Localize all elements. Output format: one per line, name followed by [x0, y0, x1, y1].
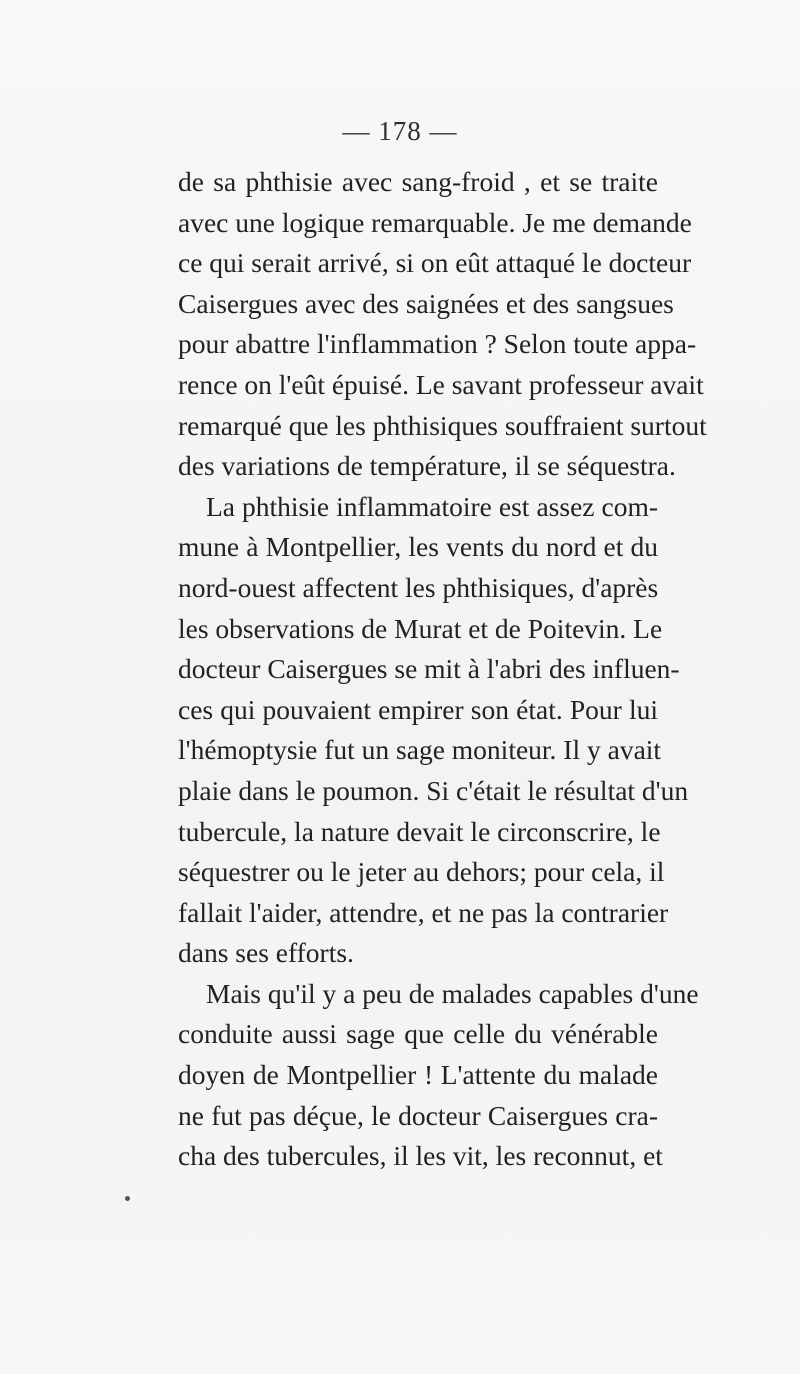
text-line: ce qui serait arrivé, si on eût attaqué le docteur — [178, 247, 692, 279]
text-line: l'hémoptysie fut un sage moniteur. Il y avait — [178, 734, 662, 766]
text-line: séquestrer ou le jeter au dehors; pour cela, il — [178, 856, 665, 888]
text-line: remarqué que les phthisiques souffraient surtout — [178, 409, 707, 441]
text-line: ces qui pouvaient empirer son état. Pour lui — [178, 693, 658, 725]
text-line: nord-ouest affectent les phthisiques, d'après — [178, 571, 659, 603]
text-line: conduite aussi sage que celle du vénérable — [178, 1018, 658, 1050]
text-line: cha des tubercules, il les vit, les reconnut, et — [178, 1140, 663, 1172]
text-line: des variations de température, il se séquestra. — [178, 450, 676, 482]
text-line: dans ses efforts. — [178, 937, 354, 969]
text-line: pour abattre l'inflammation ? Selon toute appa- — [178, 328, 697, 360]
text-line: avec une logique remarquable. Je me demande — [178, 206, 692, 238]
text-line: tubercule, la nature devait le circonscrire, le — [178, 815, 661, 847]
text-line: Caisergues avec des saignées et des sangsues — [178, 287, 674, 319]
text-line: La phthisie inflammatoire est assez com- — [206, 490, 658, 522]
text-line: les observations de Murat et de Poitevin. Le — [178, 612, 663, 644]
text-line: docteur Caisergues se mit à l'abri des influen- — [178, 653, 680, 685]
text-line: mune à Montpellier, les vents du nord et du — [178, 531, 658, 563]
text-line: plaie dans le poumon. Si c'était le résultat d'un — [178, 774, 689, 806]
text-line: rence on l'eût épuisé. Le savant professeur avait — [178, 368, 704, 400]
text-line: Mais qu'il y a peu de malades capables d'une — [206, 977, 699, 1009]
page-number: — 178 — — [342, 116, 458, 146]
text-line: ne fut pas déçue, le docteur Caisergues cra- — [178, 1099, 658, 1131]
print-speck — [125, 1196, 130, 1201]
text-line: doyen de Montpellier ! L'attente du malade — [178, 1059, 658, 1091]
text-line: fallait l'aider, attendre, et ne pas la contrarier — [178, 896, 669, 928]
text-line: de sa phthisie avec sang-froid , et se traite — [178, 166, 658, 197]
body-text — [178, 162, 707, 1177]
